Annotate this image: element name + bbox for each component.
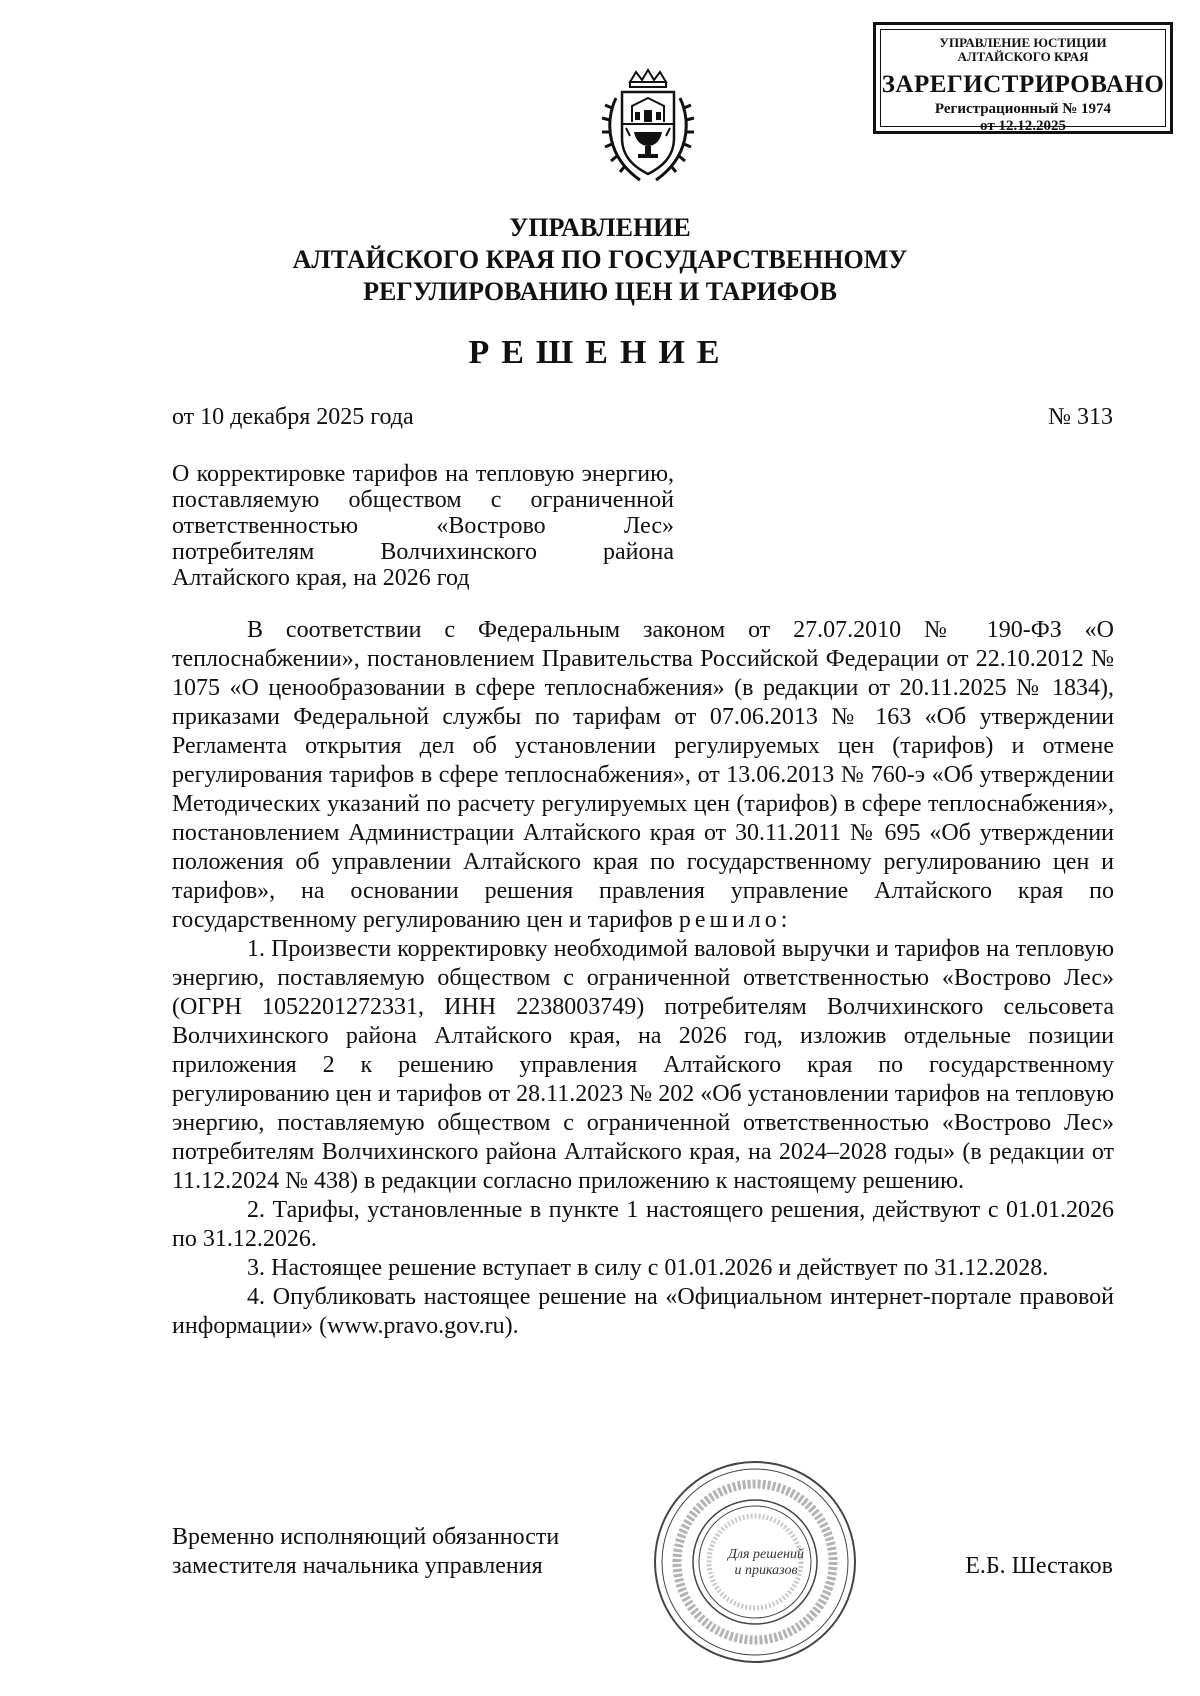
signatory-position-line1: Временно исполняющий обязанности [172, 1524, 560, 1550]
document-date: от 10 декабря 2025 года [172, 404, 414, 430]
document-body [172, 616, 1114, 1341]
document-type-heading: РЕШЕНИЕ [468, 334, 732, 371]
stamp-org-line2: АЛТАЙСКОГО КРАЯ [957, 49, 1089, 65]
body-item-3: 3. Настоящее решение вступает в силу с 01.01.2026 и действует по 31.12.2028. [247, 1255, 1049, 1281]
stamp-reg-number: Регистрационный № 1974 [934, 101, 1112, 118]
seal-text-line2: и приказов [734, 1563, 798, 1578]
stamp-org-line1: УПРАВЛЕНИЕ ЮСТИЦИИ [939, 35, 1107, 50]
seal-text-line1: Для решений [728, 1547, 804, 1562]
body-item-2: 2. Тарифы, установленные в пункте 1 настоящего решения, действуют с 01.01.2026 по 31.12.2026. [172, 1197, 1114, 1252]
document-subject: О корректировке тарифов на тепловую энергию, поставляемую обществом с ограниченной ответственностью «Вострово Лес» потребителям Волчихинского района Алтайского края, на 2026 год [172, 461, 674, 591]
altai-krai-coat-of-arms-icon [600, 68, 696, 188]
signatory-position [172, 1523, 559, 1581]
organization-title [200, 212, 1000, 308]
document-number: № 313 [1048, 404, 1113, 430]
org-title-line2: АЛТАЙСКОГО КРАЯ ПО ГОСУДАРСТВЕННОМУ [292, 245, 908, 274]
preamble-text: В соответствии с Федеральным законом от 27.07.2010 № 190-ФЗ «О теплоснабжении», постановлением Правительства Российской Федерации от 22.10.2012 № 1075 «О ценообразовании в сфере теплоснабжения» (в редакции от 20.11.2025 № 1834), приказами Федеральной службы по тарифам от 07.06.2013 № 163 «Об утверждении Регламента открытия дел об установлении регулируемых цен (тарифов) и отмене регулирования тарифов в сфере теплоснабжения», от 13.06.2013 № 760-э «Об утверждении Методических указаний по расчету регулируемых цен (тарифов) в сфере теплоснабжения», постановлением Администрации Алтайского края от 30.11.2011 № 695 «Об утверждении положения об управлении Алтайского края по государственному регулированию цен и тарифов», на основании решения правления управление Алтайского края по государственному регулированию цен и тарифов [172, 617, 1114, 933]
body-item-4: 4. Опубликовать настоящее решение на «Официальном интернет-портале правовой информации» (www.pravo.gov.ru). [172, 1284, 1114, 1339]
registration-stamp [873, 22, 1173, 134]
signatory-position-line2: заместителя начальника управления [172, 1553, 543, 1579]
org-title-line1: УПРАВЛЕНИЕ [509, 213, 691, 242]
body-item-1: 1. Произвести корректировку необходимой валовой выручки и тарифов на тепловую энергию, поставляемую обществом с ограниченной ответственностью «Вострово Лес» (ОГРН 1052201272331, ИНН 2238003749) потребителям Волчихинского сельсовета Волчихинского района Алтайского края, на 2026 год, изложив отдельные позиции приложения 2 к решению управления Алтайского края по государственному регулированию цен и тарифов от 28.11.2023 № 202 «Об установлении тарифов на тепловую энергию, поставляемую обществом с ограниченной ответственностью «Вострово Лес» потребителям Волчихинского района Алтайского края, на 2024–2028 годы» (в редакции от 11.12.2024 № 438) в редакции согласно приложению к настоящему решению. [172, 936, 1114, 1194]
stamp-status: ЗАРЕГИСТРИРОВАНО [881, 70, 1165, 98]
org-title-line3: РЕГУЛИРОВАНИЮ ЦЕН И ТАРИФОВ [363, 277, 837, 306]
signatory-name: Е.Б. Шестаков [965, 1553, 1113, 1579]
stamp-reg-date: от 12.12.2025 [980, 117, 1066, 134]
seal-center-text [727, 1547, 805, 1579]
decided-word: решило: [678, 907, 792, 933]
body-preamble [172, 616, 1114, 935]
